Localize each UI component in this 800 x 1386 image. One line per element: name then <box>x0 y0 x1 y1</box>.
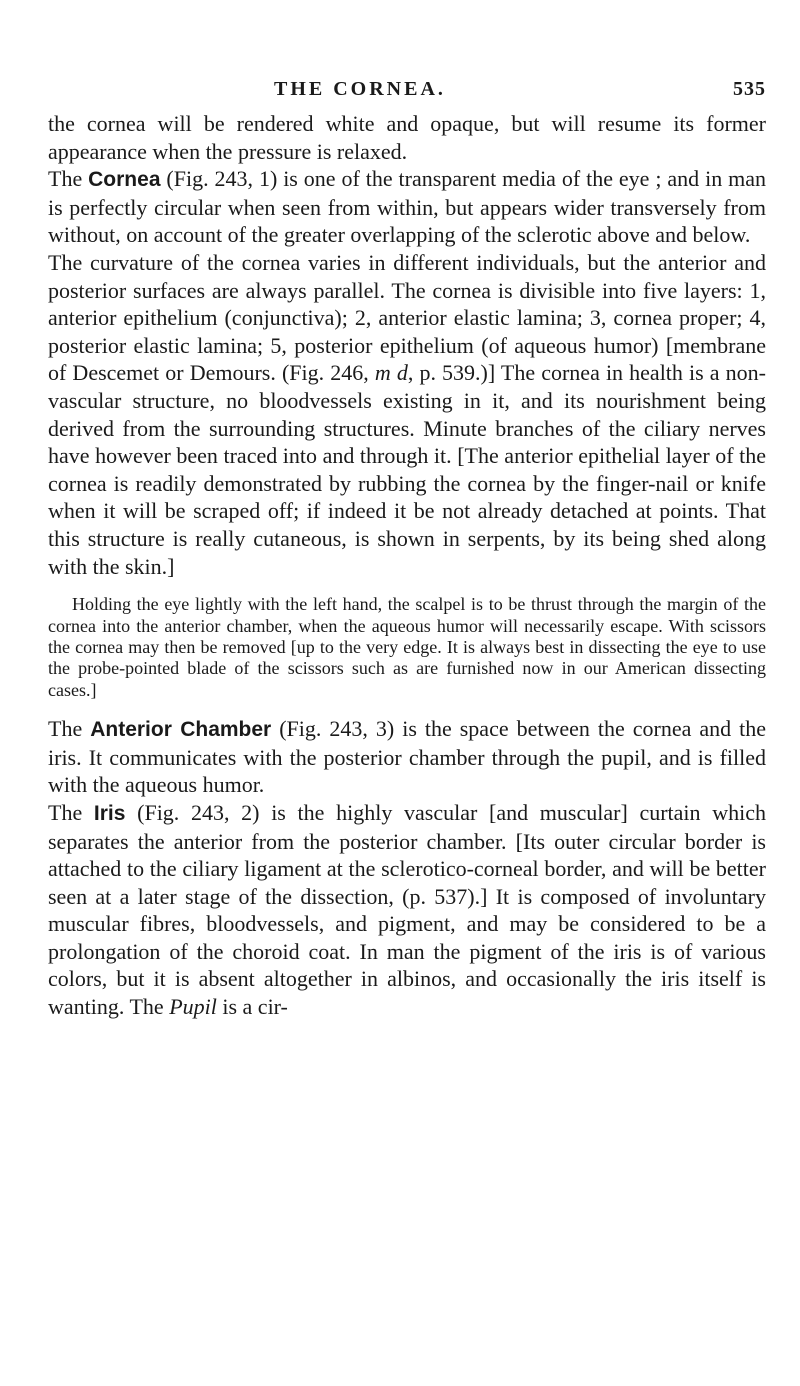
paragraph-text: (Fig. 243, 1) is one of the transparent media of the eye ; and in man is perfectly circular when seen from within, but appears wider transversely from without, on account of the greater overlapping of the sclerotic above and below. <box>48 166 767 248</box>
page-title: THE CORNEA. <box>274 78 446 100</box>
body-text-continued <box>48 715 766 1021</box>
term-iris: Iris <box>93 801 126 825</box>
paragraph-iris <box>48 799 766 1021</box>
term-cornea: Cornea <box>88 168 161 192</box>
paragraph-text: the cornea will be rendered white and opaque, but will resume its former appearance when the pressure is relaxed. <box>48 111 766 164</box>
paragraph-text: (Fig. 243, 3) is the space between the cornea and the iris. It communicates with the posterior chamber through the pupil, and is filled with the aqueous humor. <box>48 716 767 798</box>
paragraph-text: The <box>48 166 89 192</box>
term-pupil: Pupil <box>169 994 217 1020</box>
running-head <box>48 78 766 110</box>
body-text <box>48 110 766 580</box>
page-number: 535 <box>733 78 766 100</box>
paragraph-text: is a cir- <box>216 994 288 1020</box>
italic-ref: m d <box>374 360 408 386</box>
paragraph-continuation <box>48 110 766 165</box>
paragraph-text: , p. 539.)] The cornea in health is a non-vascular structure, no bloodvessels existing in it, and its nourishment being derived from the surrounding structures. Minute branches of the ciliary nerves have however been traced into and through it. [The anterior epithelial layer of the cornea is readily demonstrated by rubbing the cornea by the finger-nail or knife when it will be scraped off; if indeed it be not already detached at points. That this structure is really cutaneous, is shown in serpents, by its being shed along with the skin.] <box>48 360 766 579</box>
page <box>48 78 766 1021</box>
paragraph-text: The <box>48 799 94 825</box>
dissection-note: Holding the eye lightly with the left hand, the scalpel is to be thrust through the margin of the cornea into the anterior chamber, when the aqueous humor will necessarily escape. With scissors the cornea may then be removed [up to the very edge. It is always best in dissecting the eye to use the probe-pointed blade of the scissors such as are furnished now in our American dissecting cases.] <box>48 594 766 700</box>
paragraph-text: (Fig. 243, 2) is the highly vascular [and muscular] curtain which separates the anterior from the posterior chamber. [Its outer circular border is attached to the ciliary ligament at the sclerotico-corneal border, and will be better seen at a later stage of the dissection, (p. 537).] It is composed of involuntary muscular fibres, bloodvessels, and pigment, and may be considered to be a prolongation of the choroid coat. In man the pigment of the iris is of various colors, but it is absent altogether in albinos, and occasionally the iris itself is wanting. The <box>48 799 767 1020</box>
paragraph-text: The curvature of the cornea varies in different individuals, but the anterior and posterior surfaces are always parallel. The cornea is divisible into five layers: 1, anterior epithelium (conjunctiva); 2, anterior elastic lamina; 3, cornea proper; 4, posterior elastic lamina; 5, posterior epithelium (of aqueous humor) [membrane of Descemet or Demours. (Fig. 246, <box>48 249 766 386</box>
paragraph-anterior-chamber <box>48 715 766 799</box>
paragraph-text: The <box>48 716 91 742</box>
term-anterior-chamber: Anterior Chamber <box>90 718 272 742</box>
paragraph-curvature <box>48 249 766 580</box>
paragraph-cornea <box>48 165 766 249</box>
